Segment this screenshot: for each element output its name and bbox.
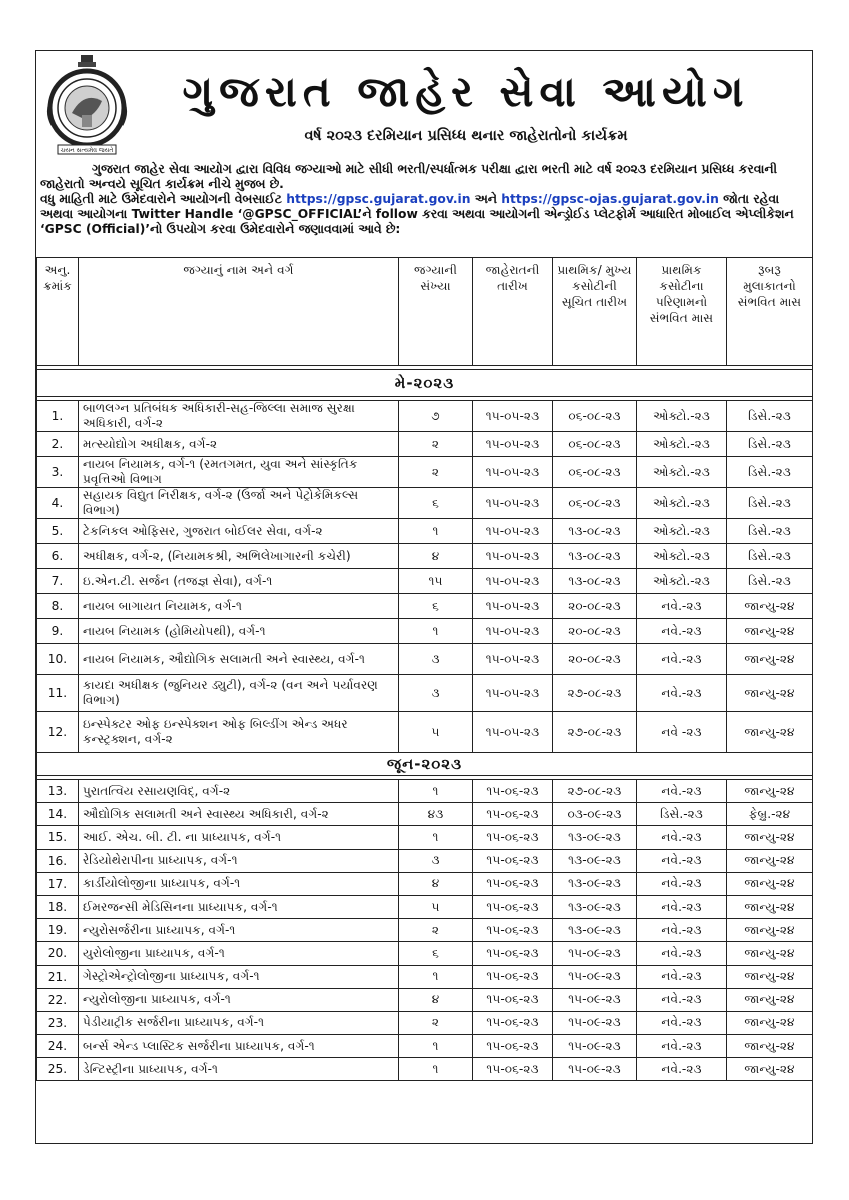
- cell-advertisement-date: ૧૫-૦૬-૨૩: [473, 965, 553, 988]
- cell-exam-date: ૨૦-૦૮-૨૩: [553, 644, 637, 675]
- cell-advertisement-date: ૧૫-૦૫-૨૩: [473, 569, 553, 594]
- cell-result-month: ઓક્ટો.-૨૩: [637, 401, 727, 432]
- cell-exam-date: ૧૩-૦૯-૨૩: [553, 872, 637, 895]
- intro-paragraph-2: [40, 192, 810, 237]
- cell-exam-date: ૨૭-૦૮-૨૩: [553, 675, 637, 712]
- cell-exam-date: ૨૦-૦૮-૨૩: [553, 619, 637, 644]
- cell-post-name: કાયદા અધીક્ષક (જુનિયર ડ્યુટી), વર્ગ-૨ (વન અને પર્યાવરણ વિભાગ): [79, 675, 399, 712]
- section-header-row: [37, 753, 813, 776]
- cell-vacancies: ૧: [399, 1035, 473, 1058]
- table-row: [37, 919, 813, 942]
- table-header-row: [37, 258, 813, 366]
- cell-post-name: મત્સ્યોદ્યોગ અધીક્ષક, વર્ગ-૨: [79, 432, 399, 457]
- cell-interview-month: ડિસે.-૨૩: [727, 432, 813, 457]
- cell-result-month: નવે.-૨૩: [637, 1011, 727, 1034]
- cell-interview-month: ડિસે.-૨૩: [727, 488, 813, 519]
- cell-post-name: ટેકનિકલ ઓફિસર, ગુજરાત બોઈલર સેવા, વર્ગ-૨: [79, 519, 399, 544]
- cell-advertisement-date: ૧૫-૦૬-૨૩: [473, 872, 553, 895]
- cell-post-name: પેડીયાટ્રીક સર્જરીના પ્રાધ્યાપક, વર્ગ-૧: [79, 1011, 399, 1034]
- cell-result-month: નવે.-૨૩: [637, 895, 727, 918]
- cell-serial: 2.: [37, 432, 79, 457]
- cell-post-name: ઇન્સ્પેક્ટર ઓફ ઇન્સ્પેક્શન ઓફ બિલ્ડીંગ એન્ડ અધર કન્સ્ટ્રક્શન, વર્ગ-૨: [79, 712, 399, 753]
- table-row: [37, 432, 813, 457]
- cell-vacancies: ૬: [399, 942, 473, 965]
- cell-advertisement-date: ૧૫-૦૬-૨૩: [473, 780, 553, 803]
- cell-exam-date: ૦૬-૦૮-૨૩: [553, 432, 637, 457]
- cell-vacancies: ૧: [399, 1058, 473, 1081]
- cell-vacancies: ૧: [399, 619, 473, 644]
- table-row: [37, 457, 813, 488]
- cell-result-month: ઓક્ટો.-૨૩: [637, 457, 727, 488]
- cell-post-name: નાયબ નિયામક, વર્ગ-૧ (રમતગમત, યુવા અને સાંસ્કૃતિક પ્રવૃત્તિઓ વિભાગ: [79, 457, 399, 488]
- table-row: [37, 594, 813, 619]
- section-header-row: [37, 370, 813, 397]
- cell-vacancies: ૧: [399, 519, 473, 544]
- table-row: [37, 519, 813, 544]
- cell-serial: 6.: [37, 544, 79, 569]
- cell-advertisement-date: ૧૫-૦૫-૨૩: [473, 675, 553, 712]
- section-label: મે-૨૦૨૩: [37, 370, 813, 397]
- section-label: જૂન-૨૦૨૩: [37, 753, 813, 776]
- cell-post-name: ઇ.એન.ટી. સર્જન (તજજ્ઞ સેવા), વર્ગ-૧: [79, 569, 399, 594]
- table-row: [37, 569, 813, 594]
- table-row: [37, 895, 813, 918]
- cell-advertisement-date: ૧૫-૦૬-૨૩: [473, 919, 553, 942]
- cell-advertisement-date: ૧૫-૦૫-૨૩: [473, 457, 553, 488]
- cell-result-month: નવે.-૨૩: [637, 1035, 727, 1058]
- cell-result-month: ઓક્ટો.-૨૩: [637, 569, 727, 594]
- cell-advertisement-date: ૧૫-૦૬-૨૩: [473, 1058, 553, 1081]
- cell-serial: 19.: [37, 919, 79, 942]
- cell-serial: 5.: [37, 519, 79, 544]
- cell-post-name: નાયબ નિયામક, ઔદ્યોગિક સલામતી અને સ્વાસ્થ્ય, વર્ગ-૧: [79, 644, 399, 675]
- cell-vacancies: ૬: [399, 488, 473, 519]
- table-row: [37, 544, 813, 569]
- cell-result-month: ઓક્ટો.-૨૩: [637, 544, 727, 569]
- table-row: [37, 488, 813, 519]
- cell-post-name: ન્યુરોલોજીના પ્રાધ્યાપક, વર્ગ-૧: [79, 988, 399, 1011]
- header-serial: અનુ. ક્રમાંક: [37, 258, 79, 366]
- cell-vacancies: ૪: [399, 872, 473, 895]
- cell-interview-month: જાન્યુ-૨૪: [727, 712, 813, 753]
- cell-result-month: નવે.-૨૩: [637, 919, 727, 942]
- cell-interview-month: જાન્યુ-૨૪: [727, 1035, 813, 1058]
- cell-serial: 24.: [37, 1035, 79, 1058]
- ojas-website-link[interactable]: https://gpsc-ojas.gujarat.gov.in: [501, 192, 719, 206]
- cell-exam-date: ૧૩-૦૯-૨૩: [553, 826, 637, 849]
- website-link[interactable]: https://gpsc.gujarat.gov.in: [286, 192, 471, 206]
- cell-serial: 15.: [37, 826, 79, 849]
- cell-advertisement-date: ૧૫-૦૬-૨૩: [473, 1011, 553, 1034]
- cell-advertisement-date: ૧૫-૦૬-૨૩: [473, 803, 553, 826]
- cell-result-month: નવે.-૨૩: [637, 849, 727, 872]
- cell-advertisement-date: ૧૫-૦૫-૨૩: [473, 594, 553, 619]
- table-row: [37, 780, 813, 803]
- cell-interview-month: ડિસે.-૨૩: [727, 401, 813, 432]
- schedule-table-container: [36, 257, 812, 1081]
- cell-post-name: ડેન્ટિસ્ટ્રીના પ્રાધ્યાપક, વર્ગ-૧: [79, 1058, 399, 1081]
- cell-vacancies: ૫: [399, 895, 473, 918]
- intro-paragraph-1: ગુજરાત જાહેર સેવા આયોગ દ્વારા વિવિધ જગ્યાઓ માટે સીધી ભરતી/સ્પર્ધાત્મક પરીક્ષા દ્વારા ભરતી માટે વર્ષ ૨૦૨૩ દરમિયાન પ્રસિધ્ધ કરવાની જાહેરાતો અન્વયે સૂચિત કાર્યક્રમ નીચે મુજબ છે.: [40, 162, 778, 191]
- cell-post-name: સહાયક વિદ્યુત નિરીક્ષક, વર્ગ-૨ (ઉર્જા અને પેટ્રોકેમિકલ્સ વિભાગ): [79, 488, 399, 519]
- cell-interview-month: ફેબ્રુ.-૨૪: [727, 803, 813, 826]
- cell-result-month: નવે -૨૩: [637, 712, 727, 753]
- cell-interview-month: જાન્યુ-૨૪: [727, 988, 813, 1011]
- cell-exam-date: ૨૦-૦૮-૨૩: [553, 594, 637, 619]
- cell-exam-date: ૧૩-૦૯-૨૩: [553, 919, 637, 942]
- cell-interview-month: જાન્યુ-૨૪: [727, 780, 813, 803]
- cell-vacancies: ૭: [399, 401, 473, 432]
- cell-advertisement-date: ૧૫-૦૫-૨૩: [473, 488, 553, 519]
- cell-vacancies: ૫: [399, 712, 473, 753]
- cell-interview-month: જાન્યુ-૨૪: [727, 675, 813, 712]
- intro-text-a: વધુ માહિતી માટે ઉમેદવારોને આયોગની વેબસાઈટ: [40, 192, 282, 206]
- cell-exam-date: ૧૫-૦૯-૨૩: [553, 942, 637, 965]
- cell-result-month: નવે.-૨૩: [637, 1058, 727, 1081]
- schedule-table: [36, 257, 813, 1081]
- table-row: [37, 826, 813, 849]
- table-row: [37, 1035, 813, 1058]
- cell-result-month: નવે.-૨૩: [637, 872, 727, 895]
- cell-exam-date: ૦૬-૦૮-૨૩: [553, 457, 637, 488]
- gpsc-emblem-logo: [44, 53, 130, 157]
- cell-exam-date: ૧૩-૦૮-૨૩: [553, 519, 637, 544]
- cell-interview-month: જાન્યુ-૨૪: [727, 644, 813, 675]
- cell-vacancies: ૨: [399, 457, 473, 488]
- cell-post-name: ન્યુરોસર્જરીના પ્રાધ્યાપક, વર્ગ-૧: [79, 919, 399, 942]
- cell-serial: 1.: [37, 401, 79, 432]
- cell-advertisement-date: ૧૫-૦૬-૨૩: [473, 988, 553, 1011]
- cell-interview-month: જાન્યુ-૨૪: [727, 895, 813, 918]
- cell-post-name: કાર્ડીયોલોજીના પ્રાધ્યાપક, વર્ગ-૧: [79, 872, 399, 895]
- cell-result-month: નવે.-૨૩: [637, 594, 727, 619]
- cell-interview-month: જાન્યુ-૨૪: [727, 919, 813, 942]
- cell-post-name: ઈમરજન્સી મેડિસિનના પ્રાધ્યાપક, વર્ગ-૧: [79, 895, 399, 918]
- cell-exam-date: ૧૩-૦૮-૨૩: [553, 569, 637, 594]
- cell-result-month: ડિસે.-૨૩: [637, 803, 727, 826]
- cell-serial: 7.: [37, 569, 79, 594]
- cell-exam-date: ૧૫-૦૯-૨૩: [553, 1058, 637, 1081]
- header: [36, 51, 812, 158]
- page-subtitle: વર્ષ ૨૦૨૩ દરમિયાન પ્રસિધ્ધ થનાર જાહેરાતોનો કાર્યક્રમ: [304, 128, 628, 144]
- cell-serial: 23.: [37, 1011, 79, 1034]
- cell-result-month: નવે.-૨૩: [637, 619, 727, 644]
- cell-vacancies: ૪: [399, 544, 473, 569]
- table-row: [37, 872, 813, 895]
- cell-post-name: યુરોલોજીના પ્રાધ્યાપક, વર્ગ-૧: [79, 942, 399, 965]
- cell-serial: 17.: [37, 872, 79, 895]
- cell-vacancies: ૨: [399, 919, 473, 942]
- header-vacancies: જગ્યાની સંખ્યા: [399, 258, 473, 366]
- svg-text:ચયન સત્યમેવ જયતે: ચયન સત્યમેવ જયતે: [60, 147, 114, 154]
- table-row: [37, 965, 813, 988]
- cell-interview-month: જાન્યુ-૨૪: [727, 872, 813, 895]
- intro-text-c: જોતા રહેવા અથવા આયોગના Twitter Handle ‘@GPSC_OFFICIAL’ને follow કરવા અથવા આયોગની એન્ડ્રોઈડ પ્લેટફોર્મ આધારિત મોબાઈલ એપ્લીકેશન ‘GPSC (Official)’નો ઉપયોગ કરવા ઉમેદવારોને જણાવવામાં આવે છે:: [40, 192, 794, 236]
- table-row: [37, 849, 813, 872]
- cell-post-name: પુરાતત્વિય રસાયણવિદ્, વર્ગ-૨: [79, 780, 399, 803]
- cell-interview-month: ડિસે.-૨૩: [727, 457, 813, 488]
- table-row: [37, 942, 813, 965]
- cell-advertisement-date: ૧૫-૦૫-૨૩: [473, 544, 553, 569]
- header-advertisement-date: જાહેરાતની તારીખ: [473, 258, 553, 366]
- cell-exam-date: ૨૭-૦૮-૨૩: [553, 780, 637, 803]
- cell-advertisement-date: ૧૫-૦૫-૨૩: [473, 712, 553, 753]
- cell-interview-month: જાન્યુ-૨૪: [727, 1011, 813, 1034]
- cell-vacancies: ૨: [399, 1011, 473, 1034]
- cell-serial: 10.: [37, 644, 79, 675]
- cell-serial: 9.: [37, 619, 79, 644]
- table-row: [37, 401, 813, 432]
- cell-exam-date: ૦૬-૦૮-૨૩: [553, 401, 637, 432]
- cell-advertisement-date: ૧૫-૦૫-૨૩: [473, 519, 553, 544]
- table-row: [37, 675, 813, 712]
- cell-vacancies: ૩: [399, 675, 473, 712]
- page-title: ગુજરાત જાહેર સેવા આયોગ: [182, 67, 750, 116]
- cell-advertisement-date: ૧૫-૦૬-૨૩: [473, 1035, 553, 1058]
- cell-post-name: નાયબ બાગાયત નિયામક, વર્ગ-૧: [79, 594, 399, 619]
- cell-vacancies: ૧: [399, 965, 473, 988]
- cell-interview-month: જાન્યુ-૨૪: [727, 1058, 813, 1081]
- cell-advertisement-date: ૧૫-૦૬-૨૩: [473, 849, 553, 872]
- cell-advertisement-date: ૧૫-૦૬-૨૩: [473, 942, 553, 965]
- cell-interview-month: જાન્યુ-૨૪: [727, 619, 813, 644]
- cell-vacancies: ૩: [399, 849, 473, 872]
- cell-result-month: ઓક્ટો.-૨૩: [637, 488, 727, 519]
- table-row: [37, 1011, 813, 1034]
- cell-interview-month: જાન્યુ-૨૪: [727, 826, 813, 849]
- cell-interview-month: જાન્યુ-૨૪: [727, 942, 813, 965]
- header-result-month: પ્રાથમિક કસોટીના પરિણામનો સંભવિત માસ: [637, 258, 727, 366]
- intro-text-b: અને: [474, 192, 497, 206]
- cell-result-month: નવે.-૨૩: [637, 965, 727, 988]
- header-post-name: જગ્યાનું નામ અને વર્ગ: [79, 258, 399, 366]
- cell-serial: 16.: [37, 849, 79, 872]
- cell-serial: 13.: [37, 780, 79, 803]
- cell-result-month: નવે.-૨૩: [637, 644, 727, 675]
- cell-serial: 11.: [37, 675, 79, 712]
- cell-serial: 25.: [37, 1058, 79, 1081]
- cell-advertisement-date: ૧૫-૦૫-૨૩: [473, 619, 553, 644]
- cell-exam-date: ૧૫-૦૯-૨૩: [553, 988, 637, 1011]
- cell-exam-date: ૧૩-૦૯-૨૩: [553, 849, 637, 872]
- table-row: [37, 644, 813, 675]
- table-body: [37, 366, 813, 1081]
- cell-exam-date: ૧૩-૦૮-૨૩: [553, 544, 637, 569]
- cell-serial: 22.: [37, 988, 79, 1011]
- cell-vacancies: ૩: [399, 644, 473, 675]
- cell-advertisement-date: ૧૫-૦૫-૨૩: [473, 432, 553, 457]
- table-row: [37, 712, 813, 753]
- cell-advertisement-date: ૧૫-૦૫-૨૩: [473, 401, 553, 432]
- cell-exam-date: ૦૬-૦૮-૨૩: [553, 488, 637, 519]
- cell-advertisement-date: ૧૫-૦૬-૨૩: [473, 826, 553, 849]
- cell-vacancies: ૪: [399, 988, 473, 1011]
- cell-exam-date: ૧૫-૦૯-૨૩: [553, 965, 637, 988]
- cell-post-name: રેડિયોથેરાપીના પ્રાધ્યાપક, વર્ગ-૧: [79, 849, 399, 872]
- cell-serial: 8.: [37, 594, 79, 619]
- cell-result-month: ઓક્ટો.-૨૩: [637, 519, 727, 544]
- cell-interview-month: જાન્યુ-૨૪: [727, 594, 813, 619]
- cell-vacancies: ૧: [399, 780, 473, 803]
- cell-post-name: બાળલગ્ન પ્રતિબંધક અધિકારી-સહ-જિલ્લા સમાજ સુરક્ષા અધિકારી, વર્ગ-૨: [79, 401, 399, 432]
- table-row: [37, 619, 813, 644]
- cell-result-month: નવે.-૨૩: [637, 988, 727, 1011]
- cell-advertisement-date: ૧૫-૦૫-૨૩: [473, 644, 553, 675]
- cell-serial: 3.: [37, 457, 79, 488]
- cell-advertisement-date: ૧૫-૦૬-૨૩: [473, 895, 553, 918]
- cell-post-name: ઔદ્યોગિક સલામતી અને સ્વાસ્થ્ય અધિકારી, વર્ગ-૨: [79, 803, 399, 826]
- cell-post-name: આઈ. એચ. બી. ટી. ના પ્રાધ્યાપક, વર્ગ-૧: [79, 826, 399, 849]
- table-row: [37, 803, 813, 826]
- cell-exam-date: ૧૩-૦૯-૨૩: [553, 895, 637, 918]
- cell-post-name: બર્ન્સ એન્ડ પ્લાસ્ટિક સર્જરીના પ્રાધ્યાપક, વર્ગ-૧: [79, 1035, 399, 1058]
- cell-result-month: ઓક્ટો.-૨૩: [637, 432, 727, 457]
- cell-post-name: ગેસ્ટ્રોએન્ટ્રોલોજીના પ્રાધ્યાપક, વર્ગ-૧: [79, 965, 399, 988]
- cell-serial: 20.: [37, 942, 79, 965]
- cell-vacancies: ૨: [399, 432, 473, 457]
- intro-text: [40, 162, 810, 237]
- cell-interview-month: ડિસે.-૨૩: [727, 569, 813, 594]
- cell-interview-month: ડિસે.-૨૩: [727, 544, 813, 569]
- cell-serial: 18.: [37, 895, 79, 918]
- cell-exam-date: ૧૫-૦૯-૨૩: [553, 1011, 637, 1034]
- cell-exam-date: ૨૭-૦૮-૨૩: [553, 712, 637, 753]
- cell-serial: 21.: [37, 965, 79, 988]
- table-row: [37, 1058, 813, 1081]
- cell-exam-date: ૧૫-૦૯-૨૩: [553, 1035, 637, 1058]
- cell-exam-date: ૦૩-૦૯-૨૩: [553, 803, 637, 826]
- cell-vacancies: ૬: [399, 594, 473, 619]
- cell-interview-month: ડિસે.-૨૩: [727, 519, 813, 544]
- cell-result-month: નવે.-૨૩: [637, 675, 727, 712]
- cell-interview-month: જાન્યુ-૨૪: [727, 965, 813, 988]
- cell-post-name: નાયબ નિયામક (હોમિયોપથી), વર્ગ-૧: [79, 619, 399, 644]
- cell-vacancies: ૧: [399, 826, 473, 849]
- cell-result-month: નવે.-૨૩: [637, 826, 727, 849]
- cell-vacancies: ૧૫: [399, 569, 473, 594]
- cell-post-name: અધીક્ષક, વર્ગ-૨, (નિયામકશ્રી, અભિલેખાગારની કચેરી): [79, 544, 399, 569]
- cell-serial: 12.: [37, 712, 79, 753]
- table-row: [37, 988, 813, 1011]
- header-interview-month: રૂબરૂ મુલાકાતનો સંભવિત માસ: [727, 258, 813, 366]
- header-exam-date: પ્રાથમિક/ મુખ્ય કસોટીની સૂચિત તારીખ: [553, 258, 637, 366]
- cell-serial: 14.: [37, 803, 79, 826]
- cell-result-month: નવે.-૨૩: [637, 942, 727, 965]
- cell-vacancies: ૪૩: [399, 803, 473, 826]
- cell-result-month: નવે.-૨૩: [637, 780, 727, 803]
- cell-serial: 4.: [37, 488, 79, 519]
- cell-interview-month: જાન્યુ-૨૪: [727, 849, 813, 872]
